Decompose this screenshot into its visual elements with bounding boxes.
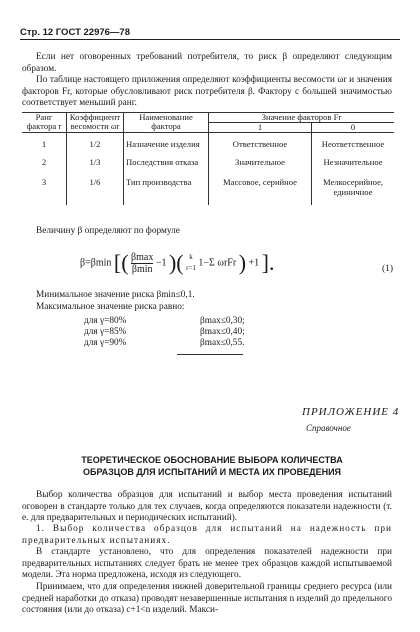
bracket-close: ]. [261, 250, 275, 275]
page-header [20, 27, 130, 38]
formula-plus-one: +1 [248, 257, 260, 269]
row-value-0: Мелкосерийное, единичное [312, 177, 395, 205]
col-header-value-1: 1 [209, 123, 312, 133]
sum-lower: r=1 [186, 264, 196, 272]
row-name: Тип производства [124, 177, 209, 205]
header-title: Стр. 12 ГОСТ 22976—78 [20, 27, 131, 38]
formula-minus-one: −1 [155, 257, 167, 269]
risk-value: βmax≤0,30; [200, 316, 245, 326]
paren-group: )( [168, 250, 184, 275]
appendix-label: ПРИЛОЖЕНИЕ 4 [302, 406, 400, 418]
risk-max-intro: Максимальное значение риска равно: [36, 302, 185, 312]
appendix-title-line-1: ТЕОРЕТИЧЕСКОЕ ОБОСНОВАНИЕ ВЫБОРА КОЛИЧЕСТВА [81, 455, 343, 465]
sum-limits [186, 252, 196, 274]
bracket-open: [( [113, 250, 129, 275]
col-header-value-0: 0 [312, 123, 395, 133]
appendix-title [62, 454, 362, 478]
appendix-paragraph-4: Принимаем, что для определения нижней доверительной границы среднего ресурса (или средней наработки до отказа) проводят незавершенные испытания n изделий до предельного состояния (или до отказа) c+1<n изделий. Макси- [22, 582, 392, 615]
appendix-paragraph-2: 1. Выбор количества образцов для испытаний на надежность при предварительных испытаниях. [22, 524, 392, 546]
sum-upper: k [189, 253, 193, 261]
intro-paragraph-1: Если нет оговоренных требований потребителя, то риск β определяют следующим образом. [22, 52, 392, 74]
row-coef: 1/6 [67, 177, 124, 205]
header-rule [20, 39, 400, 40]
intro-paragraph-2: По таблице настоящего приложения определяют коэффициенты весомости ωr и значения факторов Fr, которые обусловливают риск потребителя β. Фактору с большей значимостью соответствует меньший ранг. [22, 75, 392, 108]
risk-value: βmax≤0,55. [200, 338, 245, 348]
col-header-values: Значение факторов Fr [209, 113, 395, 123]
formula-fraction [131, 252, 153, 275]
appendix-title-line-2: ОБРАЗЦОВ ДЛЯ ИСПЫТАНИЙ И МЕСТА ИХ ПРОВЕДЕНИЯ [82, 467, 342, 477]
row-value-1: Массовое, серийное [209, 177, 312, 205]
table-row [22, 157, 394, 177]
row-value-1: Значительное [209, 157, 312, 177]
row-rank: 3 [41, 176, 47, 187]
equation-number: (1) [382, 264, 394, 274]
risk-condition: для γ=85% [84, 327, 127, 337]
formula-beta [80, 250, 274, 276]
section-divider [177, 354, 243, 355]
row-value-0: Неответственное [312, 133, 395, 157]
formula-lhs: β=βmin [80, 257, 112, 269]
risk-condition: для γ=90% [84, 338, 127, 348]
factor-table [22, 112, 394, 205]
fraction-denominator: βmin [131, 263, 153, 275]
risk-min-text: Минимальное значение риска βmin≤0,1. [36, 290, 195, 300]
formula-intro: Величину β определяют по формуле [36, 226, 180, 236]
col-header-rank: Ранг фактора r [22, 113, 67, 133]
risk-condition: для γ=80% [84, 316, 127, 326]
table-row [22, 133, 394, 157]
appendix-paragraph-3: В стандарте установлено, что для определения показателей надежности при предварительных испытаниях следует брать не менее трех образцов каждой испытываемой модели. Эта норма предложена, исходя из следующего. [22, 547, 392, 580]
col-header-coef: Коэффициент весомости ωr [67, 113, 124, 133]
row-coef: 1/3 [67, 157, 124, 177]
appendix-paragraph-1: Выбор количества образцов для испытаний и выбор места проведения испытаний оговорен в стандарте только для тех случаев, когда определяются показатели надежности (т. е. для предварительных и периодических испытаний). [22, 490, 392, 523]
appendix-note: Справочное [306, 423, 351, 433]
row-rank: 1 [41, 139, 47, 149]
table-row [22, 177, 394, 205]
sum-term: 1−Σ ωrFr [198, 257, 237, 269]
row-value-0: Незначительное [312, 157, 395, 177]
fraction-numerator: βmax [131, 251, 154, 263]
row-name: Назначение изделия [124, 133, 209, 157]
row-rank: 2 [41, 156, 47, 167]
row-coef: 1/2 [67, 133, 124, 157]
paren-close: ) [238, 250, 247, 275]
row-name: Последствия отказа [124, 157, 209, 177]
col-header-name: Наименование фактора [124, 113, 209, 133]
risk-value: βmax≤0,40; [200, 327, 245, 337]
row-value-1: Ответственное [209, 133, 312, 157]
